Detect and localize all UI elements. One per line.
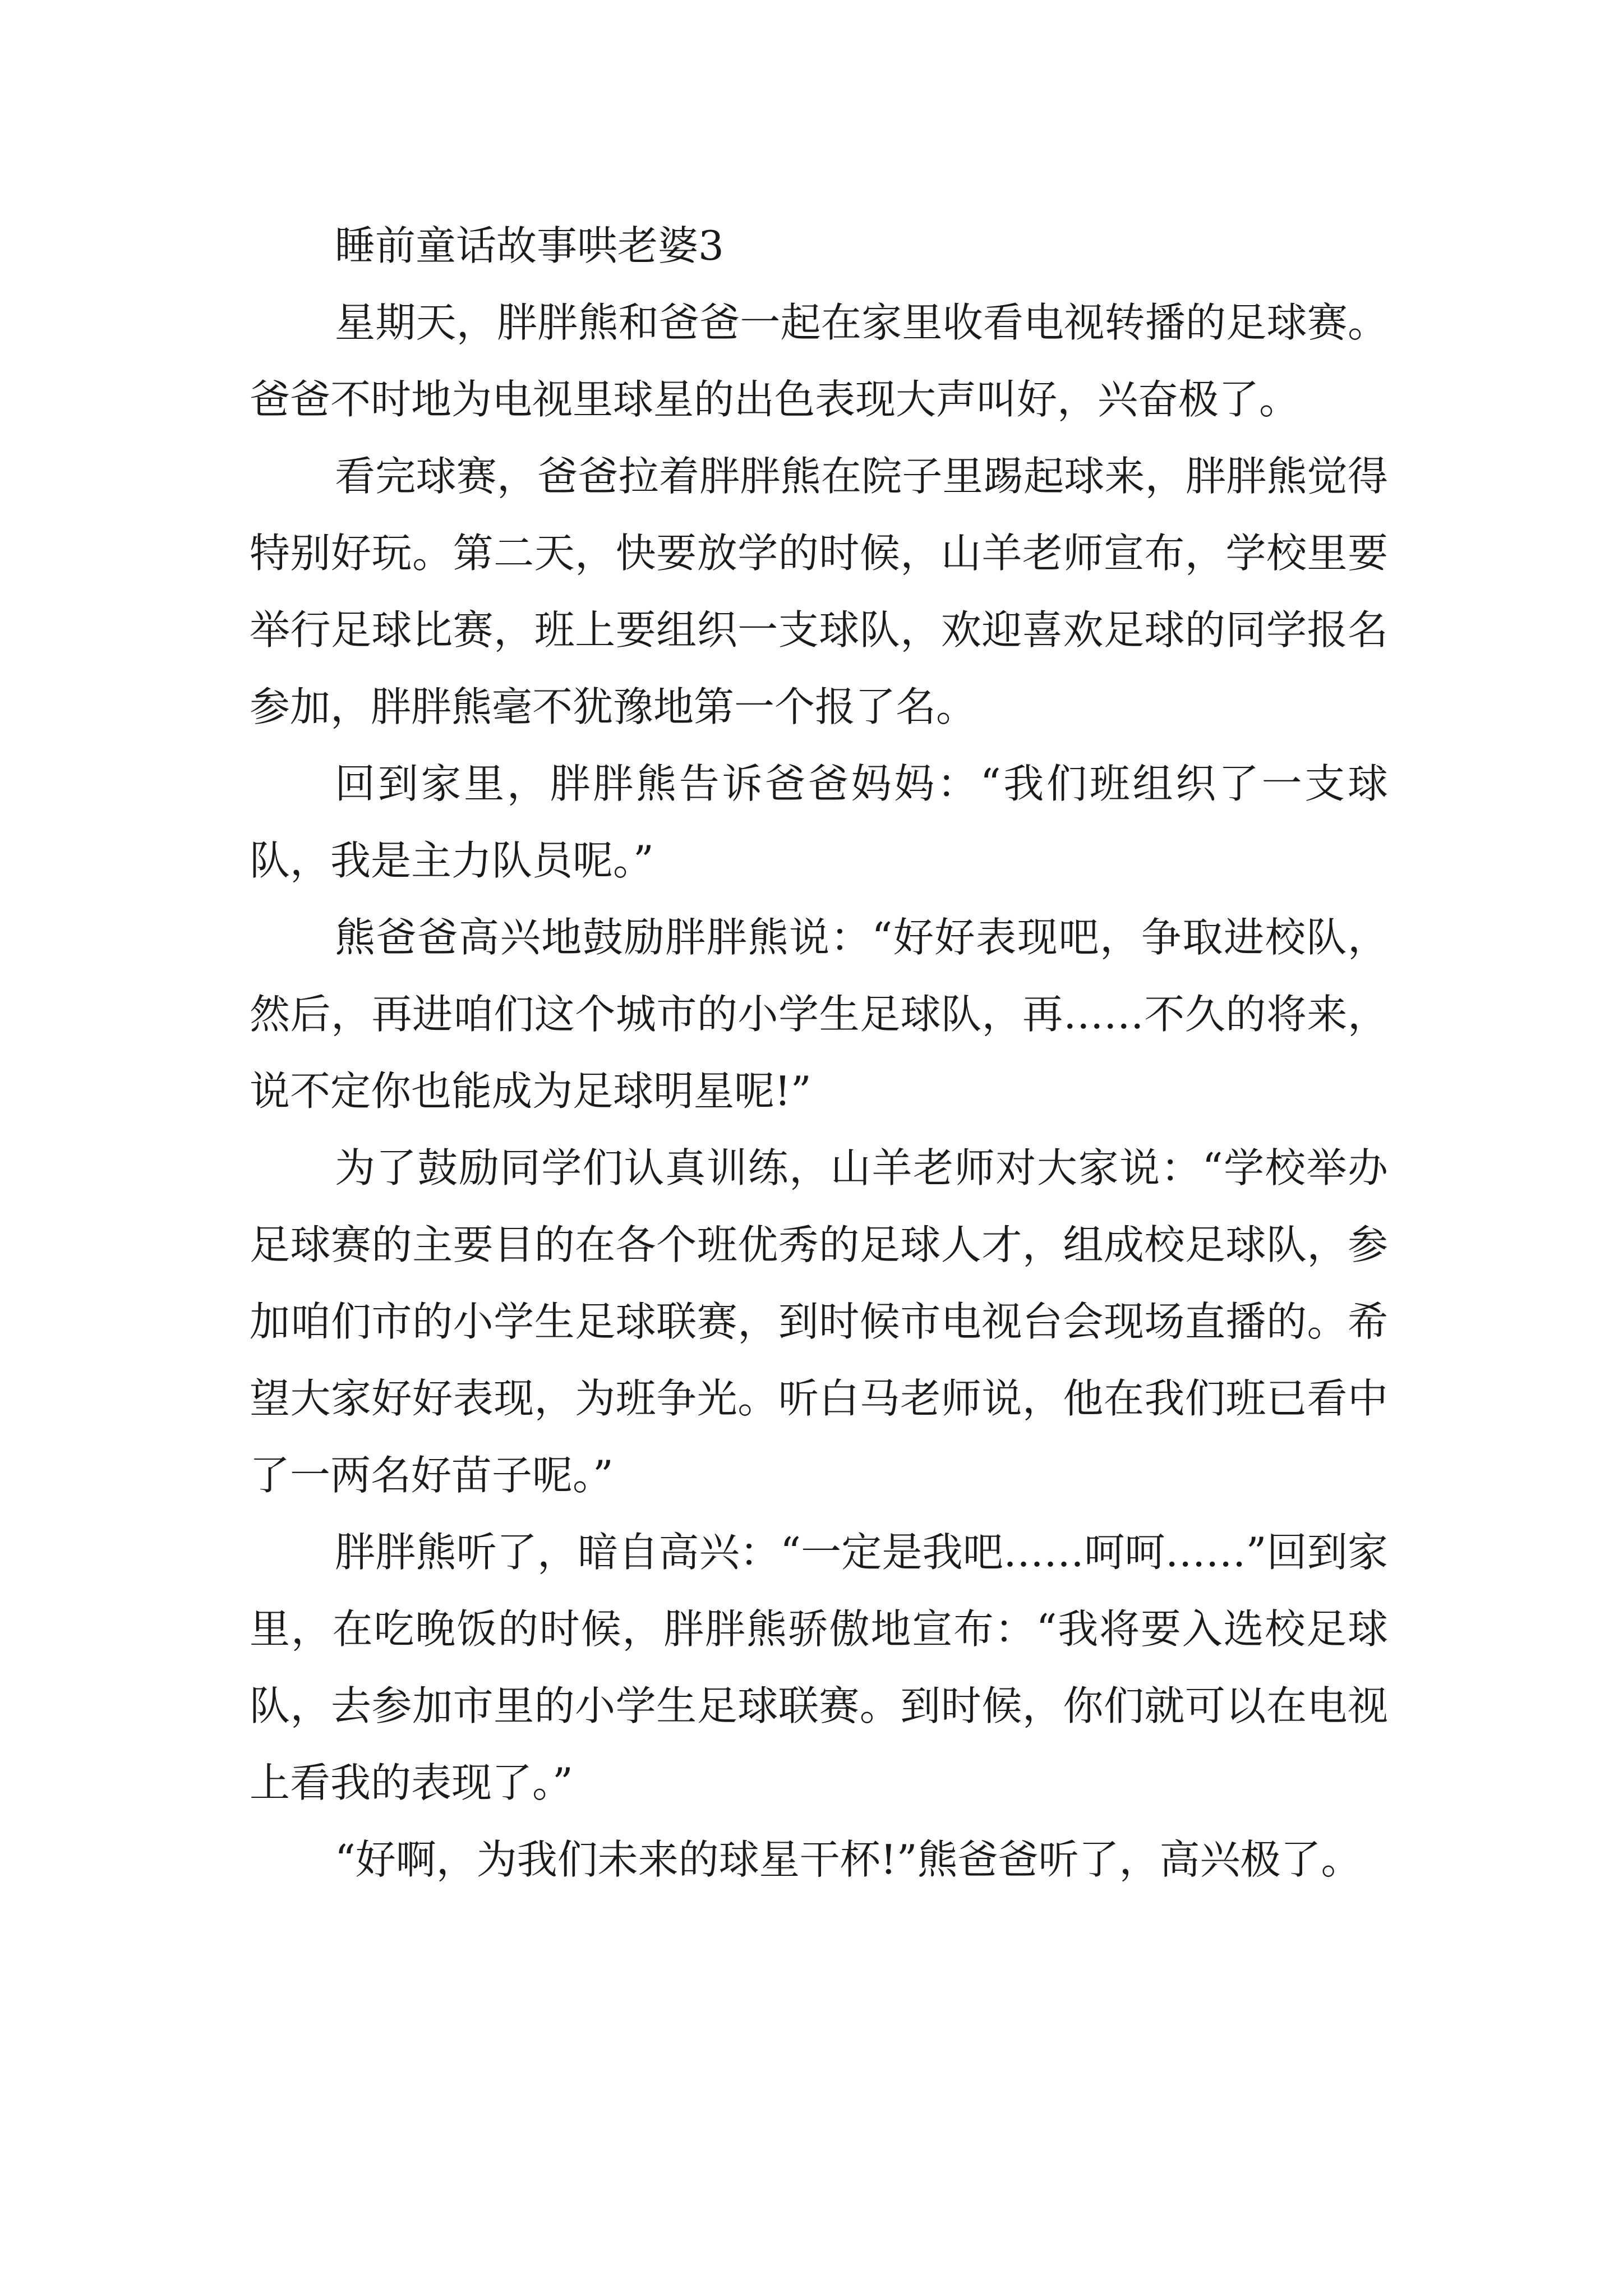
document-title: 睡前童话故事哄老婆3	[335, 222, 724, 269]
paragraph-2: 看完球赛，爸爸拉着胖胖熊在院子里踢起球来，胖胖熊觉得特别好玩。第二天，快要放学的时候，山羊老师宣布，学校里要举行足球比赛，班上要组织一支球队，欢迎喜欢足球的同学报名参加，胖胖熊毫不犹豫地第一个报了名。	[250, 453, 1388, 730]
document-body	[250, 208, 1388, 1898]
paragraph-7: “好啊，为我们未来的球星干杯!”熊爸爸听了，高兴极了。	[335, 1836, 1362, 1883]
paragraph-1: 星期天，胖胖熊和爸爸一起在家里收看电视转播的足球赛。爸爸不时地为电视里球星的出色表现大声叫好，兴奋极了。	[250, 299, 1388, 423]
paragraph-6: 胖胖熊听了，暗自高兴：“一定是我吧……呵呵……”回到家里，在吃晚饭的时候，胖胖熊骄傲地宣布：“我将要入选校足球队，去参加市里的小学生足球联赛。到时候，你们就可以在电视上看我的表现了。”	[250, 1529, 1388, 1806]
paragraph-4: 熊爸爸高兴地鼓励胖胖熊说：“好好表现吧，争取进校队，然后，再进咱们这个城市的小学生足球队，再……不久的将来，说不定你也能成为足球明星呢!”	[250, 914, 1388, 1115]
paragraph-3: 回到家里，胖胖熊告诉爸爸妈妈：“我们班组织了一支球队，我是主力队员呢。”	[250, 760, 1388, 884]
paragraph-5: 为了鼓励同学们认真训练，山羊老师对大家说：“学校举办足球赛的主要目的在各个班优秀的足球人才，组成校足球队，参加咱们市的小学生足球联赛，到时候市电视台会现场直播的。希望大家好好表现，为班争光。听白马老师说，他在我们班已看中了一两名好苗子呢。”	[250, 1144, 1388, 1499]
